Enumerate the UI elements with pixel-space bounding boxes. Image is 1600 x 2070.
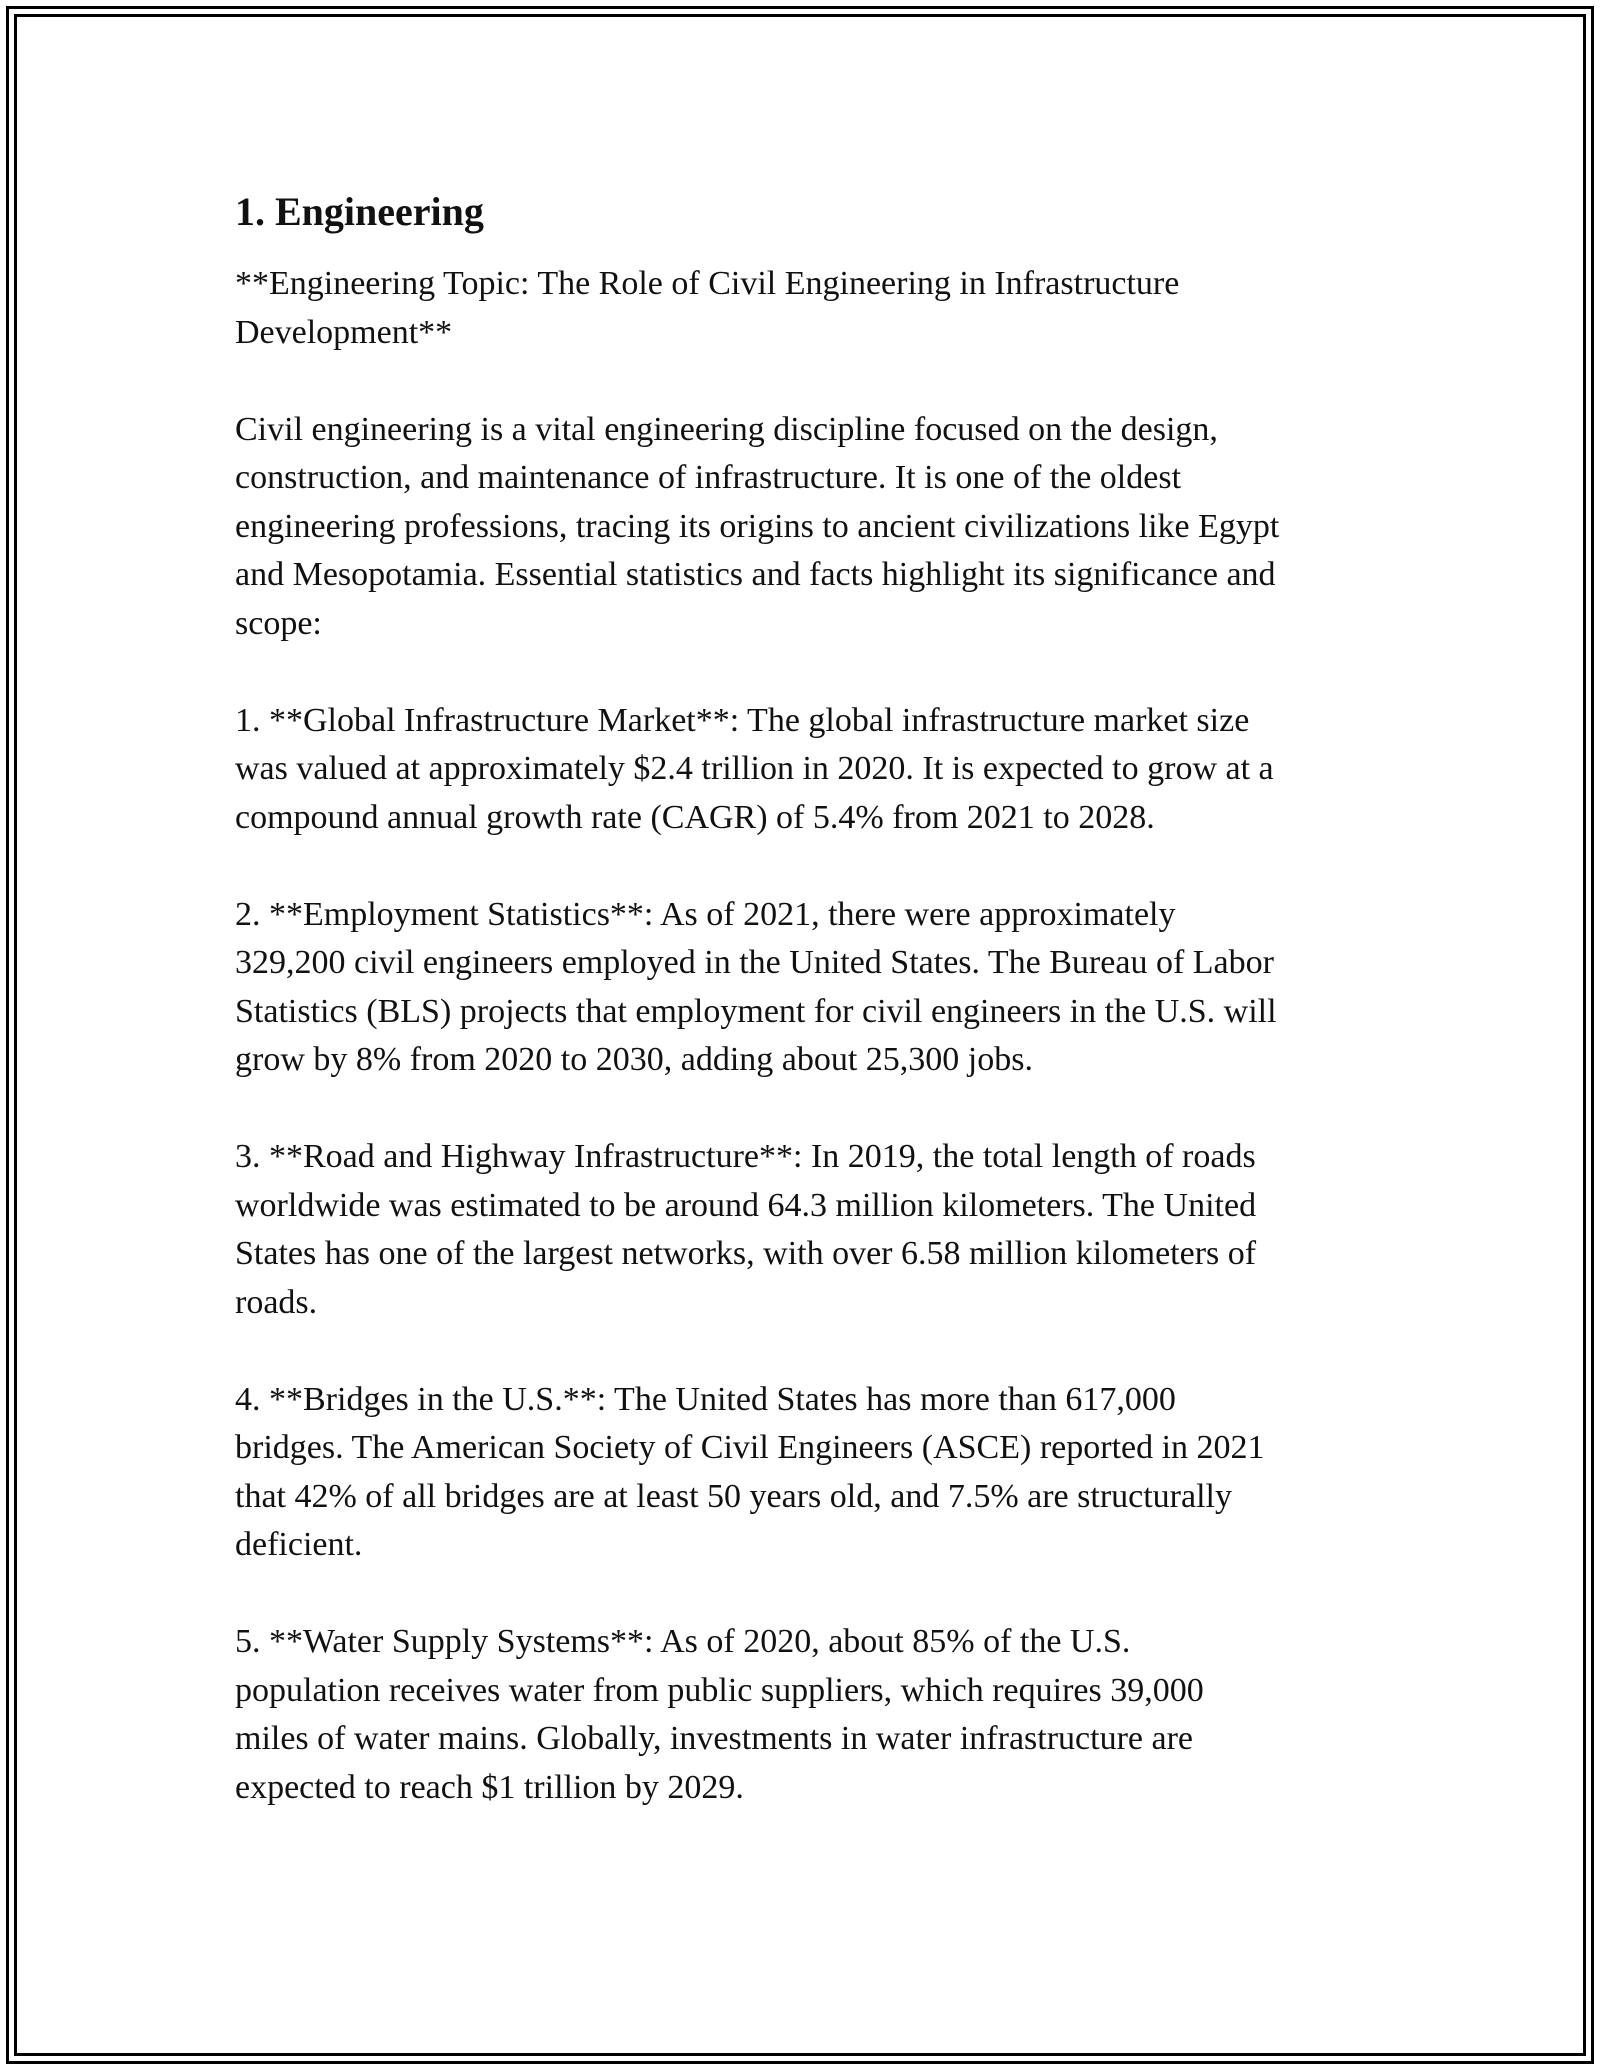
intro-paragraph: Civil engineering is a vital engineering discipline focused on the design, construction, and maintenance of infrastructure. It is one of the oldest engineering professions, tracing its origins to ancient civilizations like Egypt and Mesopotamia. Essential statistics and facts highlight its significance and scope: — [235, 410, 1280, 642]
list-item-employment-statistics: 2. **Employment Statistics**: As of 2021, there were approximately 329,200 civil engineers employed in the United States. The Bureau of Labor Statistics (BLS) projects that employment for civil engineers in the U.S. will grow by 8% from 2020 to 2030, adding about 25,300 jobs. — [235, 895, 1277, 1078]
document-body — [235, 186, 1380, 1861]
section-heading: 1. Engineering — [235, 189, 484, 234]
list-item-water-supply-systems: 5. **Water Supply Systems**: As of 2020, about 85% of the U.S. population receives water from public suppliers, which requires 39,000 miles of water mains. Globally, investments in water infrastructure are expected to reach $1 trillion by 2029. — [235, 1623, 1204, 1806]
topic-title: **Engineering Topic: The Role of Civil Engineering in Infrastructure Development** — [235, 265, 1180, 351]
list-item-bridges-us: 4. **Bridges in the U.S.**: The United States has more than 617,000 bridges. The American Society of Civil Engineers (ASCE) reported in 2021 that 42% of all bridges are at least 50 years old, and 7.5% are structurally deficient. — [235, 1380, 1265, 1563]
list-item-global-infrastructure-market: 1. **Global Infrastructure Market**: The global infrastructure market size was valued at approximately $2.4 trillion in 2020. It is expected to grow at a compound annual growth rate (CAGR) of 5.4% from 2021 to 2028. — [235, 701, 1274, 836]
list-item-road-highway-infrastructure: 3. **Road and Highway Infrastructure**: In 2019, the total length of roads worldwide was estimated to be around 64.3 million kilometers. The United States has one of the largest networks, with over 6.58 million kilometers of roads. — [235, 1138, 1257, 1321]
